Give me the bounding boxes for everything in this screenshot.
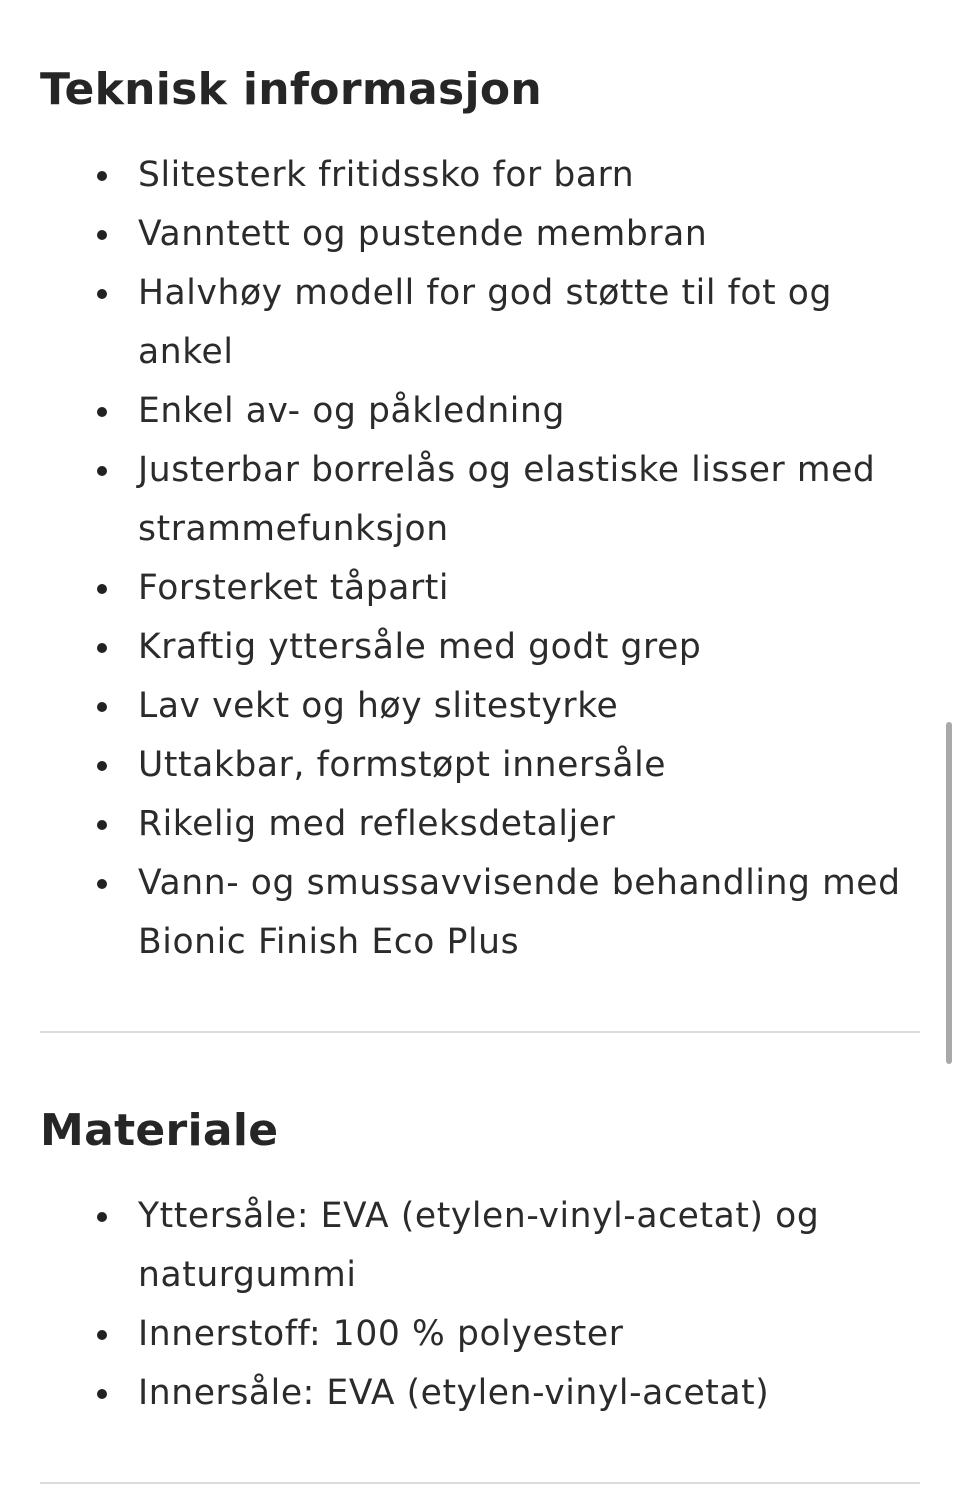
material-section xyxy=(40,1103,920,1423)
list-item: Innersåle: EVA (etylen-vinyl-acetat) xyxy=(40,1364,920,1423)
material-heading: Materiale xyxy=(40,1105,279,1156)
section-divider xyxy=(40,1482,920,1484)
list-item: Enkel av- og påkledning xyxy=(40,382,920,441)
list-item: Vanntett og pustende membran xyxy=(40,205,920,264)
list-item: Vann- og smussavvisende behandling med Bionic Finish Eco Plus xyxy=(40,854,920,972)
list-item: Kraftig yttersåle med godt grep xyxy=(40,618,920,677)
list-item: Lav vekt og høy slitestyrke xyxy=(40,677,920,736)
material-list xyxy=(40,1187,920,1423)
scrollbar-thumb[interactable] xyxy=(946,722,952,1064)
technical-info-heading: Teknisk informasjon xyxy=(40,64,542,115)
list-item: Slitesterk fritidssko for barn xyxy=(40,146,920,205)
section-divider xyxy=(40,1031,920,1033)
technical-info-section xyxy=(40,62,920,972)
list-item: Justerbar borrelås og elastiske lisser med strammefunksjon xyxy=(40,441,920,559)
list-item: Uttakbar, formstøpt innersåle xyxy=(40,736,920,795)
list-item: Forsterket tåparti xyxy=(40,559,920,618)
list-item: Rikelig med refleksdetaljer xyxy=(40,795,920,854)
technical-info-list xyxy=(40,146,920,972)
list-item: Innerstoff: 100 % polyester xyxy=(40,1305,920,1364)
list-item: Halvhøy modell for god støtte til fot og ankel xyxy=(40,264,920,382)
list-item: Yttersåle: EVA (etylen-vinyl-acetat) og naturgummi xyxy=(40,1187,920,1305)
